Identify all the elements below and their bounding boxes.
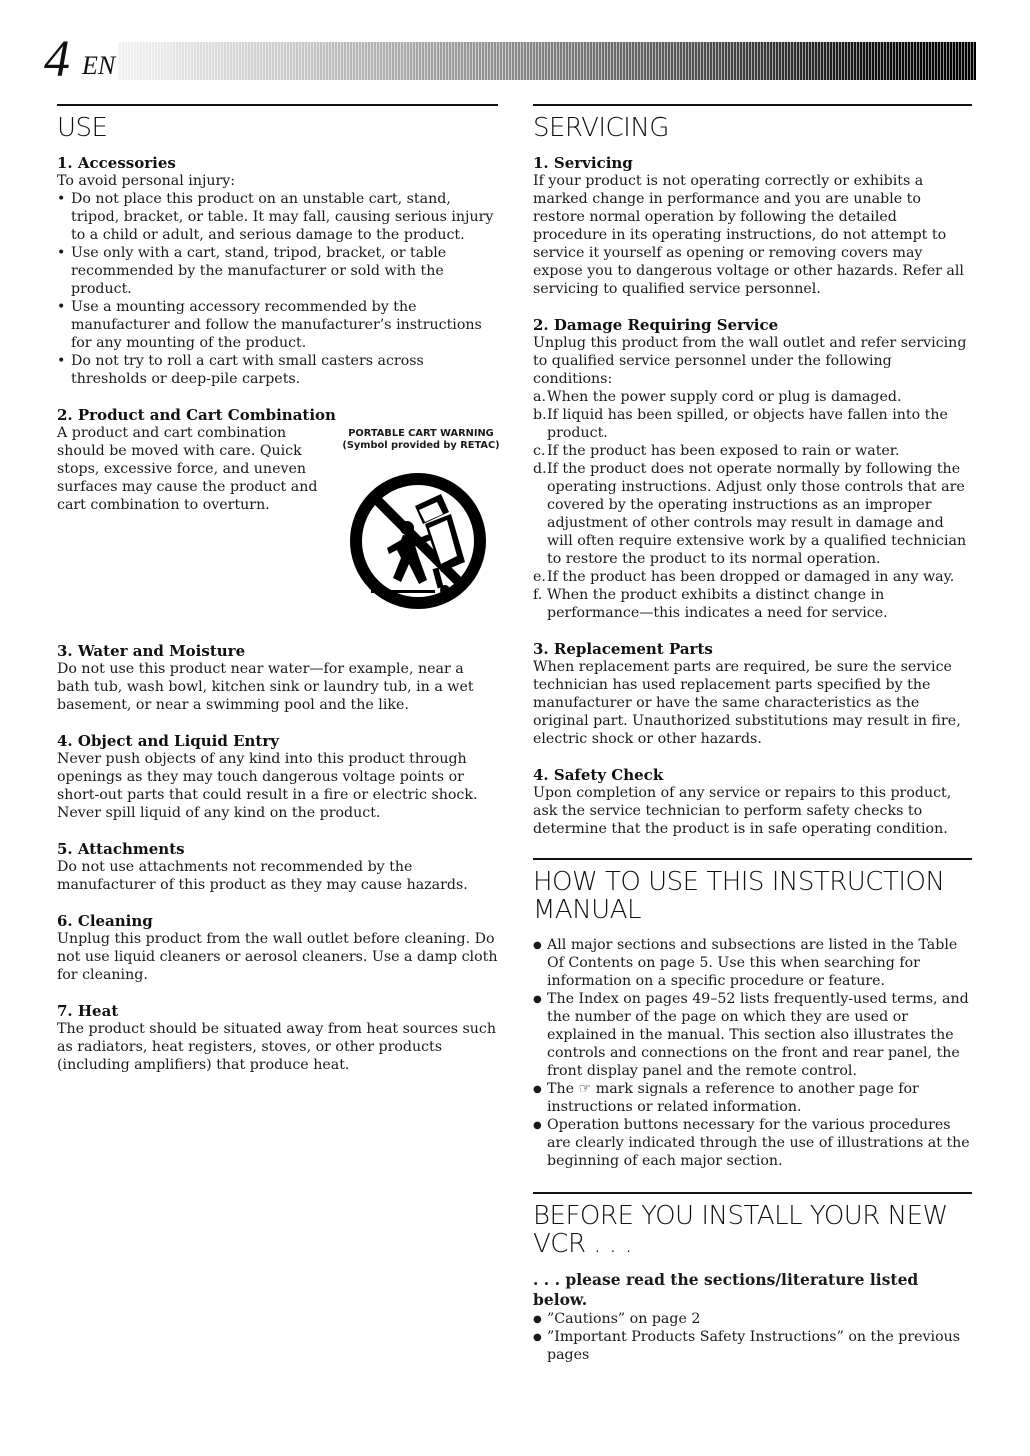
cart-section xyxy=(57,406,498,634)
page-number: 4 xyxy=(44,31,70,88)
parts-body: When replacement parts are required, be sure the service technician has used replacement parts specified by the manufacturer or have the same characteristics as the original part. Unauthorized substitutions may result in fire, electric shock or other hazards. xyxy=(533,659,961,747)
attachments-section xyxy=(57,840,498,894)
list-text: If the product has been exposed to rain or water. xyxy=(547,443,900,459)
section-rule xyxy=(533,1192,972,1194)
accessories-heading: 1. Accessories xyxy=(57,154,176,172)
caption-line: PORTABLE CART WARNING xyxy=(348,428,494,439)
list-item: ● Operation buttons necessary for the various procedures are clearly indicated through the use of illustrations at the beginning of each major section. xyxy=(533,1116,972,1170)
list-marker: b. xyxy=(533,407,547,423)
list-item: • Use a mounting accessory recommended by the manufacturer and follow the manufacturer’s instructions for any mounting of the product. xyxy=(57,298,498,352)
cart-warning-caption xyxy=(341,428,501,452)
list-text: If the product has been dropped or damaged in any way. xyxy=(547,569,955,585)
use-column xyxy=(57,104,498,1092)
use-title: USE xyxy=(57,113,108,143)
list-text: If the product does not operate normally by following the operating instructions. Adjust only those controls that are covered by the operating instructions as an improper adjustment of other controls may result in damage and will often require extensive work by a qualified technician to restore the product to its normal operation. xyxy=(547,461,967,567)
cart-heading: 2. Product and Cart Combination xyxy=(57,406,336,424)
list-item xyxy=(533,388,972,406)
heat-heading: 7. Heat xyxy=(57,1002,119,1020)
title-line: HOW TO USE THIS INSTRUCTION xyxy=(533,867,945,897)
accessories-intro: To avoid personal injury: xyxy=(57,173,236,189)
before-list xyxy=(533,1310,972,1364)
howto-title xyxy=(533,868,972,924)
attachments-body: Do not use attachments not recommended by the manufacturer of this product as they may cause hazards. xyxy=(57,859,468,893)
list-item: • Do not place this product on an unstable cart, stand, tripod, bracket, or table. It may fall, causing serious injury to a child or adult, and serious damage to the product. xyxy=(57,190,498,244)
accessories-section xyxy=(57,154,498,388)
list-marker: f. xyxy=(533,587,543,603)
list-marker: d. xyxy=(533,461,547,477)
caption-line: (Symbol provided by RETAC) xyxy=(342,440,500,451)
safety-heading: 4. Safety Check xyxy=(533,766,664,784)
section-rule xyxy=(57,104,498,106)
servicing-title: SERVICING xyxy=(533,113,669,143)
list-item: • Use only with a cart, stand, tripod, bracket, or table recommended by the manufacturer or sold with the product. xyxy=(57,244,498,298)
list-text: When the product exhibits a distinct change in performance—this indicates a need for service. xyxy=(547,587,888,621)
damage-heading: 2. Damage Requiring Service xyxy=(533,316,779,334)
list-item xyxy=(533,442,972,460)
servicing-heading: 1. Servicing xyxy=(533,154,633,172)
section-rule xyxy=(533,858,972,860)
damage-intro: Unplug this product from the wall outlet and refer servicing to qualified service personnel under the following conditions: xyxy=(533,335,967,387)
before-lead: . . . please read the sections/literature listed below. xyxy=(533,1270,919,1309)
safety-section xyxy=(533,766,972,838)
title-line: VCR . . . xyxy=(533,1229,633,1259)
list-marker: e. xyxy=(533,569,546,585)
list-item: • Do not try to roll a cart with small casters across thresholds or deep-pile carpets. xyxy=(57,352,498,388)
page-header xyxy=(44,31,976,88)
page-language: EN xyxy=(82,51,116,80)
cleaning-heading: 6. Cleaning xyxy=(57,912,153,930)
servicing-column xyxy=(533,104,972,1364)
title-line: MANUAL xyxy=(533,895,641,925)
parts-heading: 3. Replacement Parts xyxy=(533,640,713,658)
servicing-body: If your product is not operating correctly or exhibits a marked change in performance and you are unable to restore normal operation by following the detailed procedure in its operating instructions, do not attempt to service it yourself as opening or removing covers may expose you to dangerous voltage or other hazards. Refer all servicing to qualified service personnel. xyxy=(533,173,964,297)
list-marker: c. xyxy=(533,443,546,459)
damage-list xyxy=(533,388,972,622)
list-item xyxy=(533,406,972,442)
heat-section xyxy=(57,1002,498,1074)
header-gradient-bar xyxy=(118,42,976,80)
cleaning-section xyxy=(57,912,498,984)
list-item: ● The ☞ mark signals a reference to another page for instructions or related information. xyxy=(533,1080,972,1116)
list-item xyxy=(533,586,972,622)
list-marker: a. xyxy=(533,389,546,405)
heat-body: The product should be situated away from heat sources such as radiators, heat registers, stoves, or other products (including amplifiers) that produce heat. xyxy=(57,1021,497,1073)
servicing-section xyxy=(533,154,972,298)
parts-section xyxy=(533,640,972,748)
list-text: If liquid has been spilled, or objects have fallen into the product. xyxy=(547,407,948,441)
before-title xyxy=(533,1202,972,1258)
list-item xyxy=(533,568,972,586)
damage-section xyxy=(533,316,972,622)
safety-body: Upon completion of any service or repairs to this product, ask the service technician to perform safety checks to determine that the product is in safe operating condition. xyxy=(533,785,952,837)
list-item xyxy=(533,460,972,568)
list-text: When the power supply cord or plug is damaged. xyxy=(547,389,902,405)
list-item: ● The Index on pages 49–52 lists frequently-used terms, and the number of the page on which they are used or explained in the manual. This section also illustrates the controls and connections on the front and rear panel, the front display panel and the remote control. xyxy=(533,990,972,1080)
list-item: ● All major sections and subsections are listed in the Table Of Contents on page 5. Use this when searching for information on a specific procedure or feature. xyxy=(533,936,972,990)
water-heading: 3. Water and Moisture xyxy=(57,642,246,660)
object-heading: 4. Object and Liquid Entry xyxy=(57,732,279,750)
water-body: Do not use this product near water—for example, near a bath tub, wash bowl, kitchen sink or laundry tub, in a wet basement, or near a swimming pool and the like. xyxy=(57,661,474,713)
list-item: ● ”Cautions” on page 2 xyxy=(533,1310,972,1328)
cart-body: A product and cart combination should be moved with care. Quick stops, excessive force, and uneven surfaces may cause the product and cart combination to overturn. xyxy=(57,425,318,513)
object-section xyxy=(57,732,498,822)
accessories-list xyxy=(57,190,498,388)
howto-list xyxy=(533,936,972,1170)
section-rule xyxy=(533,104,972,106)
cleaning-body: Unplug this product from the wall outlet before cleaning. Do not use liquid cleaners or aerosol cleaners. Use a damp cloth for cleaning. xyxy=(57,931,498,983)
title-line: BEFORE YOU INSTALL YOUR NEW xyxy=(533,1201,948,1231)
object-body: Never push objects of any kind into this product through openings as they may touch dangerous voltage points or short-out parts that could result in a fire or electric shock. Never spill liquid of any kind on the product. xyxy=(57,751,478,821)
water-section xyxy=(57,642,498,714)
attachments-heading: 5. Attachments xyxy=(57,840,185,858)
list-item: ● ”Important Products Safety Instructions” on the previous pages xyxy=(533,1328,972,1364)
portable-cart-warning-icon xyxy=(349,472,487,610)
